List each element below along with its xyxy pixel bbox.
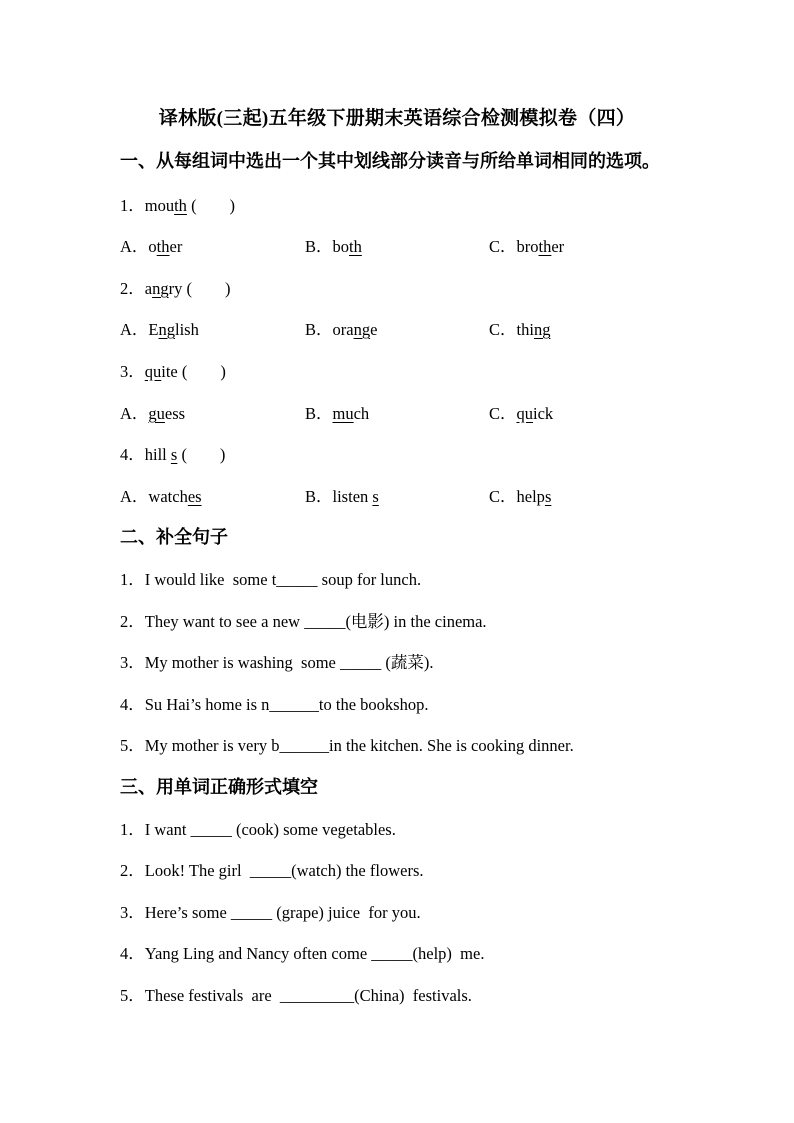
fill-blank-item: 1．I want _____ (cook) some vegetables.	[120, 820, 396, 839]
underlined-sound: ng	[152, 279, 169, 298]
question-3: 3．quite ( )	[120, 362, 226, 381]
option-3a: A．guess	[120, 404, 186, 423]
option-2c: C．thing	[489, 320, 551, 339]
option-2b: B．orange	[305, 320, 378, 339]
option-1b: B．both	[305, 237, 362, 256]
option-4c: C．helps	[489, 487, 552, 506]
option-3c: C．quick	[489, 404, 554, 423]
section-3-heading: 三、用单词正确形式填空	[120, 777, 318, 797]
option-2a: A．English	[120, 320, 199, 339]
page-title: 译林版(三起)五年级下册期末英语综合检测模拟卷（四）	[158, 108, 636, 129]
question-4: 4．hill s ( )	[120, 445, 226, 464]
option-1a: A．other	[120, 237, 183, 256]
underlined-sound: qu	[144, 362, 162, 381]
question-2: 2．angry ( )	[120, 279, 231, 298]
sentence-item: 3．My mother is washing some _____ (蔬菜).	[120, 653, 434, 672]
question-1: 1．mouth ( )	[120, 196, 236, 215]
section-1-heading: 一、从每组词中选出一个其中划线部分读音与所给单词相同的选项。	[120, 151, 660, 171]
section-2-heading: 二、补全句子	[120, 527, 228, 547]
underlined-sound: th	[174, 196, 187, 215]
sentence-item: 5．My mother is very b______in the kitchen. She is cooking dinner.	[120, 736, 574, 755]
option-4b: B．listen s	[305, 487, 379, 506]
sentence-item: 4．Su Hai’s home is n______to the bookshop.	[120, 695, 429, 714]
sentence-item: 1．I would like some t_____ soup for lunch.	[120, 570, 422, 589]
sentence-item: 2．They want to see a new _____(电影) in the cinema.	[120, 612, 487, 631]
fill-blank-item: 4．Yang Ling and Nancy often come _____(help) me.	[120, 944, 485, 963]
option-3b: B．much	[305, 404, 370, 423]
option-4a: A．watches	[120, 487, 202, 506]
fill-blank-item: 3．Here’s some _____ (grape) juice for you.	[120, 903, 421, 922]
option-1c: C．brother	[489, 237, 565, 256]
underlined-sound: s	[170, 445, 178, 464]
fill-blank-item: 2．Look! The girl _____(watch) the flowers.	[120, 861, 424, 880]
fill-blank-item: 5．These festivals are _________(China) festivals.	[120, 986, 472, 1005]
